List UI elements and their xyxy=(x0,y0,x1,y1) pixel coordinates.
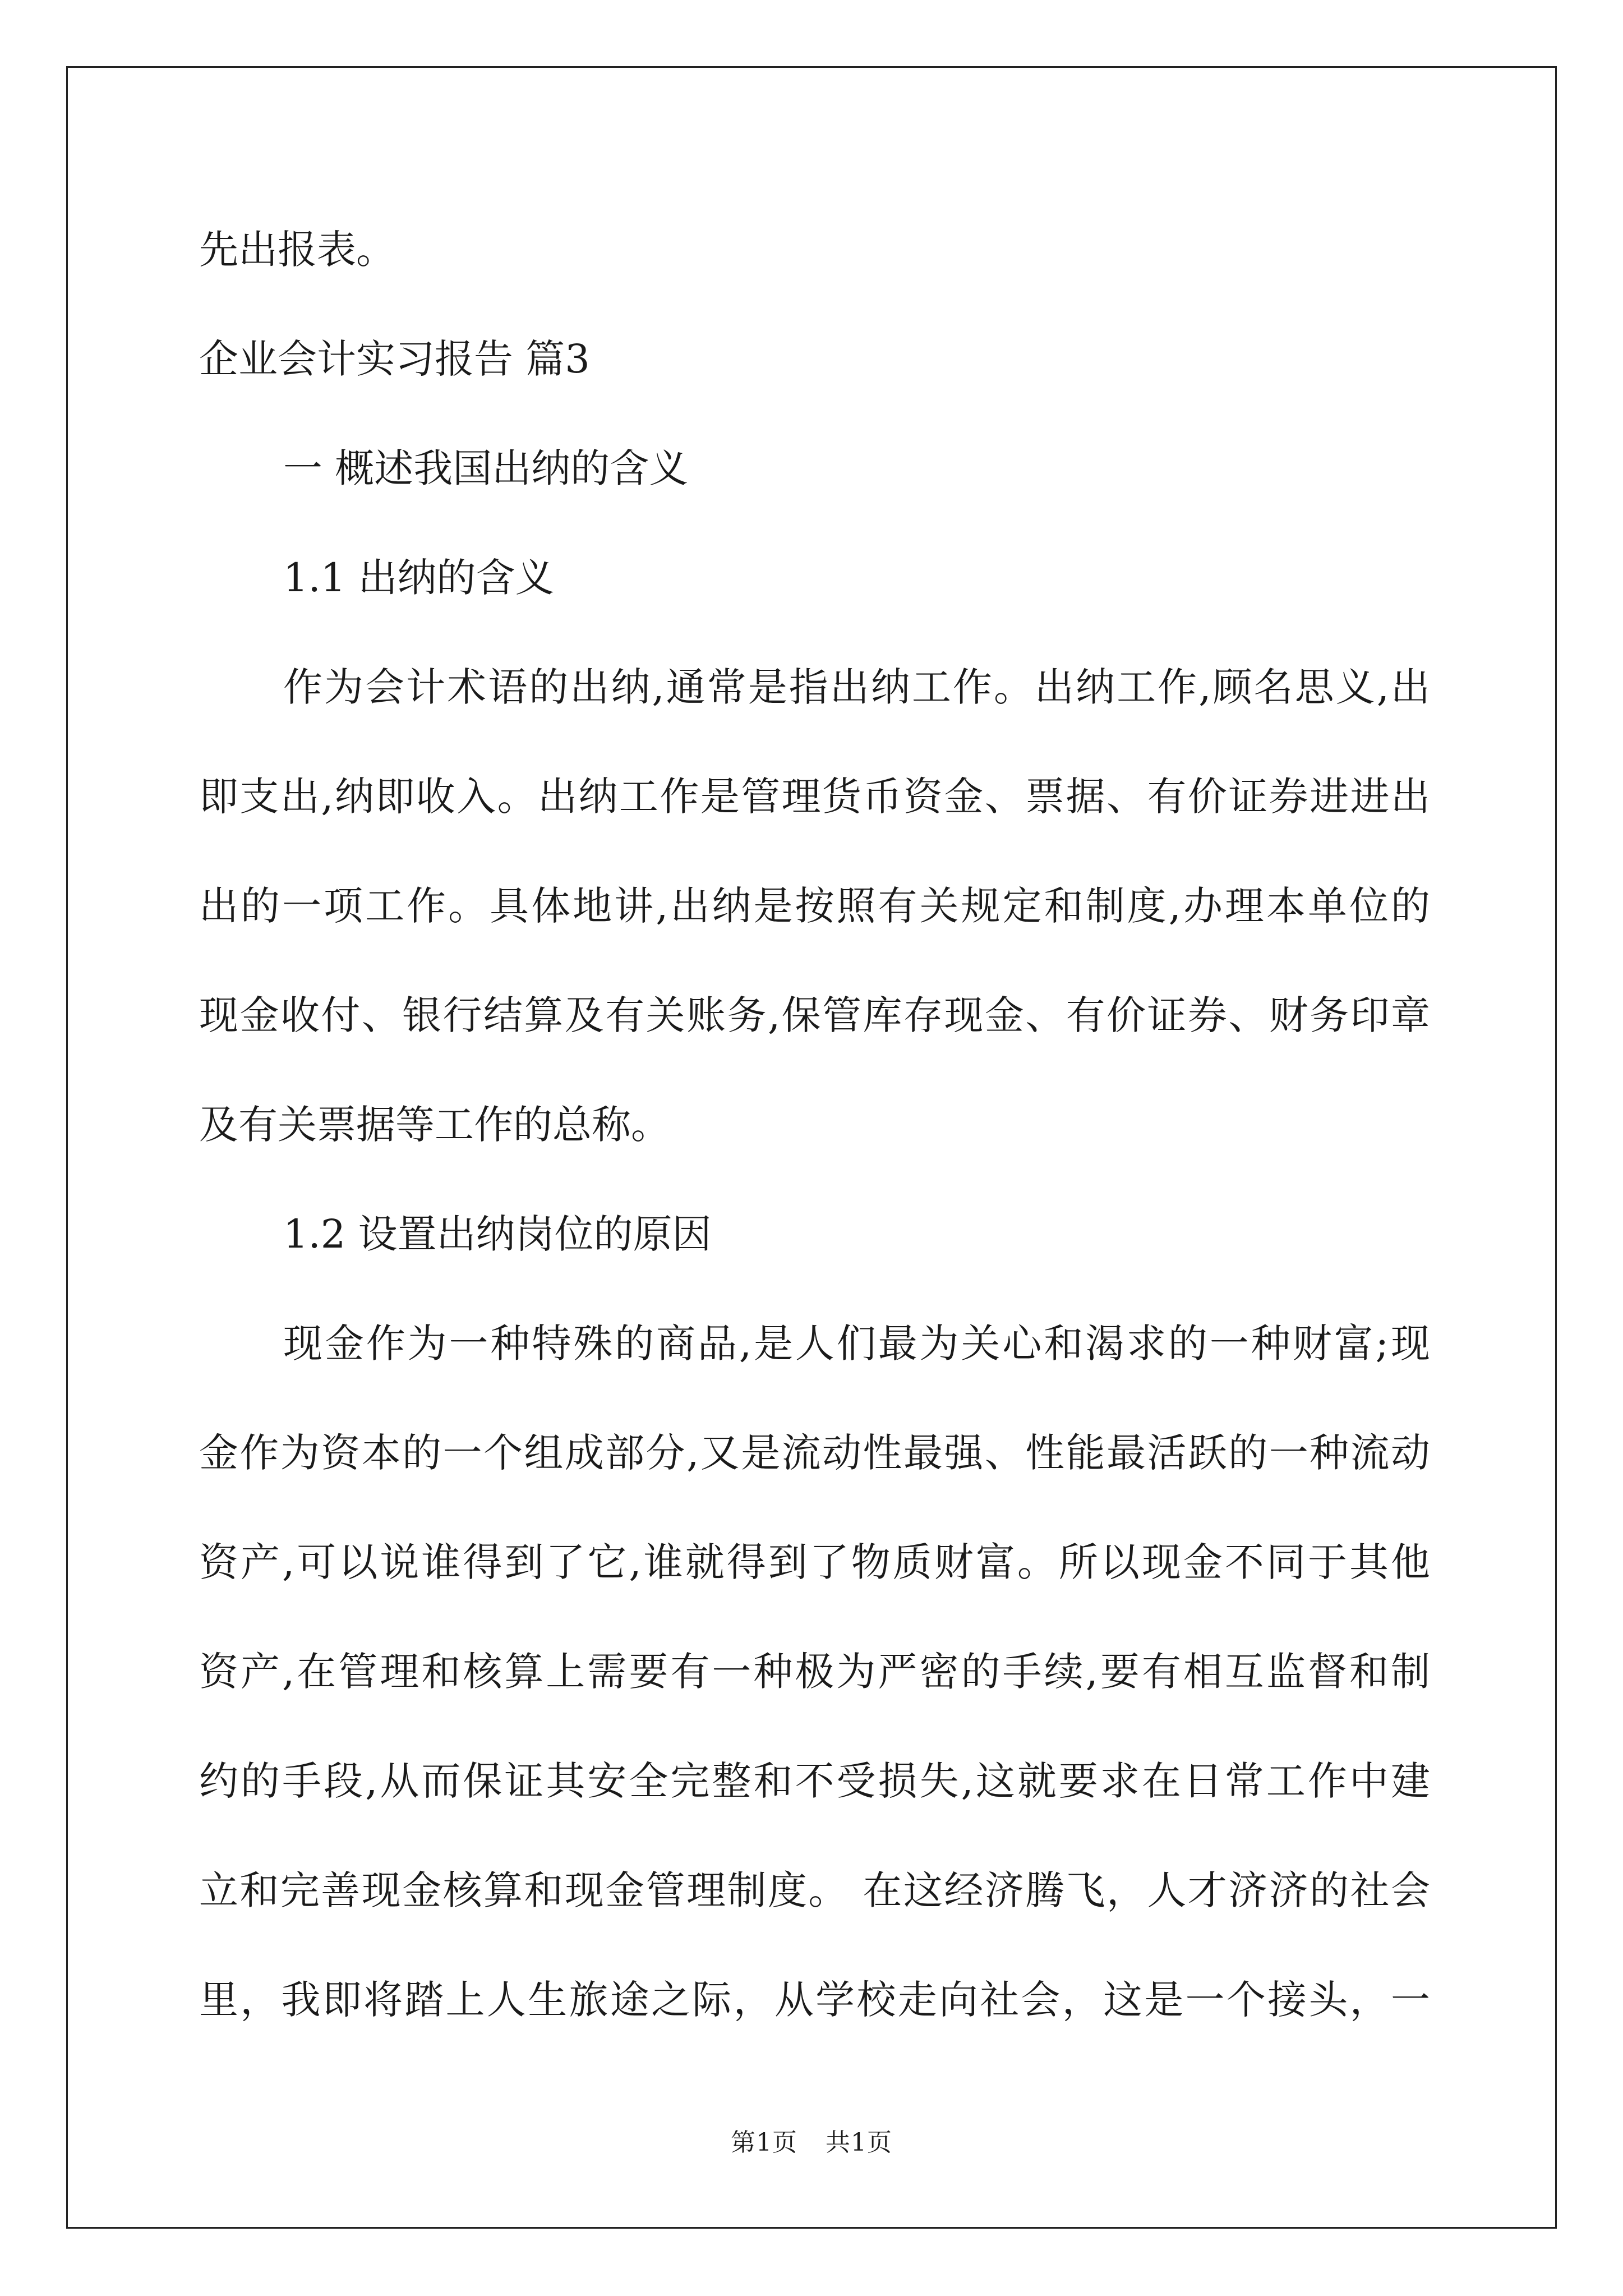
document-body xyxy=(199,222,1430,2028)
paragraph-line: 资产,在管理和核算上需要有一种极为严密的手续,要有相互监督和制 xyxy=(199,1649,1430,1695)
paragraph-line: 现金作为一种特殊的商品,是人们最为关心和渴求的一种财富;现 xyxy=(283,1320,1430,1366)
paragraph-line: 立和完善现金核算和现金管理制度。 在这经济腾飞，人才济济的社会 xyxy=(199,1867,1430,1913)
page-total: 共1页 xyxy=(826,2128,892,2157)
paragraph-line: 现金收付、银行结算及有关账务,保管库存现金、有价证券、财务印章 xyxy=(199,992,1430,1038)
paragraph-line: 资产,可以说谁得到了它,谁就得到了物质财富。所以现金不同于其他 xyxy=(199,1539,1430,1585)
subsection-heading: 1.1 出纳的含义 xyxy=(283,555,555,601)
paragraph-line: 约的手段,从而保证其安全完整和不受损失,这就要求在日常工作中建 xyxy=(199,1758,1430,1804)
paragraph-line: 及有关票据等工作的总称。 xyxy=(199,1102,670,1148)
page-number: 第1页 xyxy=(731,2128,797,2157)
subsection-heading: 1.2 设置出纳岗位的原因 xyxy=(283,1211,712,1257)
paragraph-line: 金作为资本的一个组成部分,又是流动性最强、性能最活跃的一种流动 xyxy=(199,1430,1430,1476)
paragraph-line: 出的一项工作。具体地讲,出纳是按照有关规定和制度,办理本单位的 xyxy=(199,883,1430,929)
section-heading: 企业会计实习报告 篇3 xyxy=(199,336,590,382)
page-footer xyxy=(0,2126,1623,2160)
chapter-heading: 一 概述我国出纳的含义 xyxy=(283,445,689,491)
paragraph-line: 作为会计术语的出纳,通常是指出纳工作。出纳工作,顾名思义,出 xyxy=(283,664,1430,710)
paragraph-line: 先出报表。 xyxy=(199,227,395,273)
paragraph-line: 里，我即将踏上人生旅途之际，从学校走向社会，这是一个接头，一 xyxy=(199,1977,1430,2023)
paragraph-line: 即支出,纳即收入。出纳工作是管理货币资金、票据、有价证券进进出 xyxy=(199,774,1430,820)
